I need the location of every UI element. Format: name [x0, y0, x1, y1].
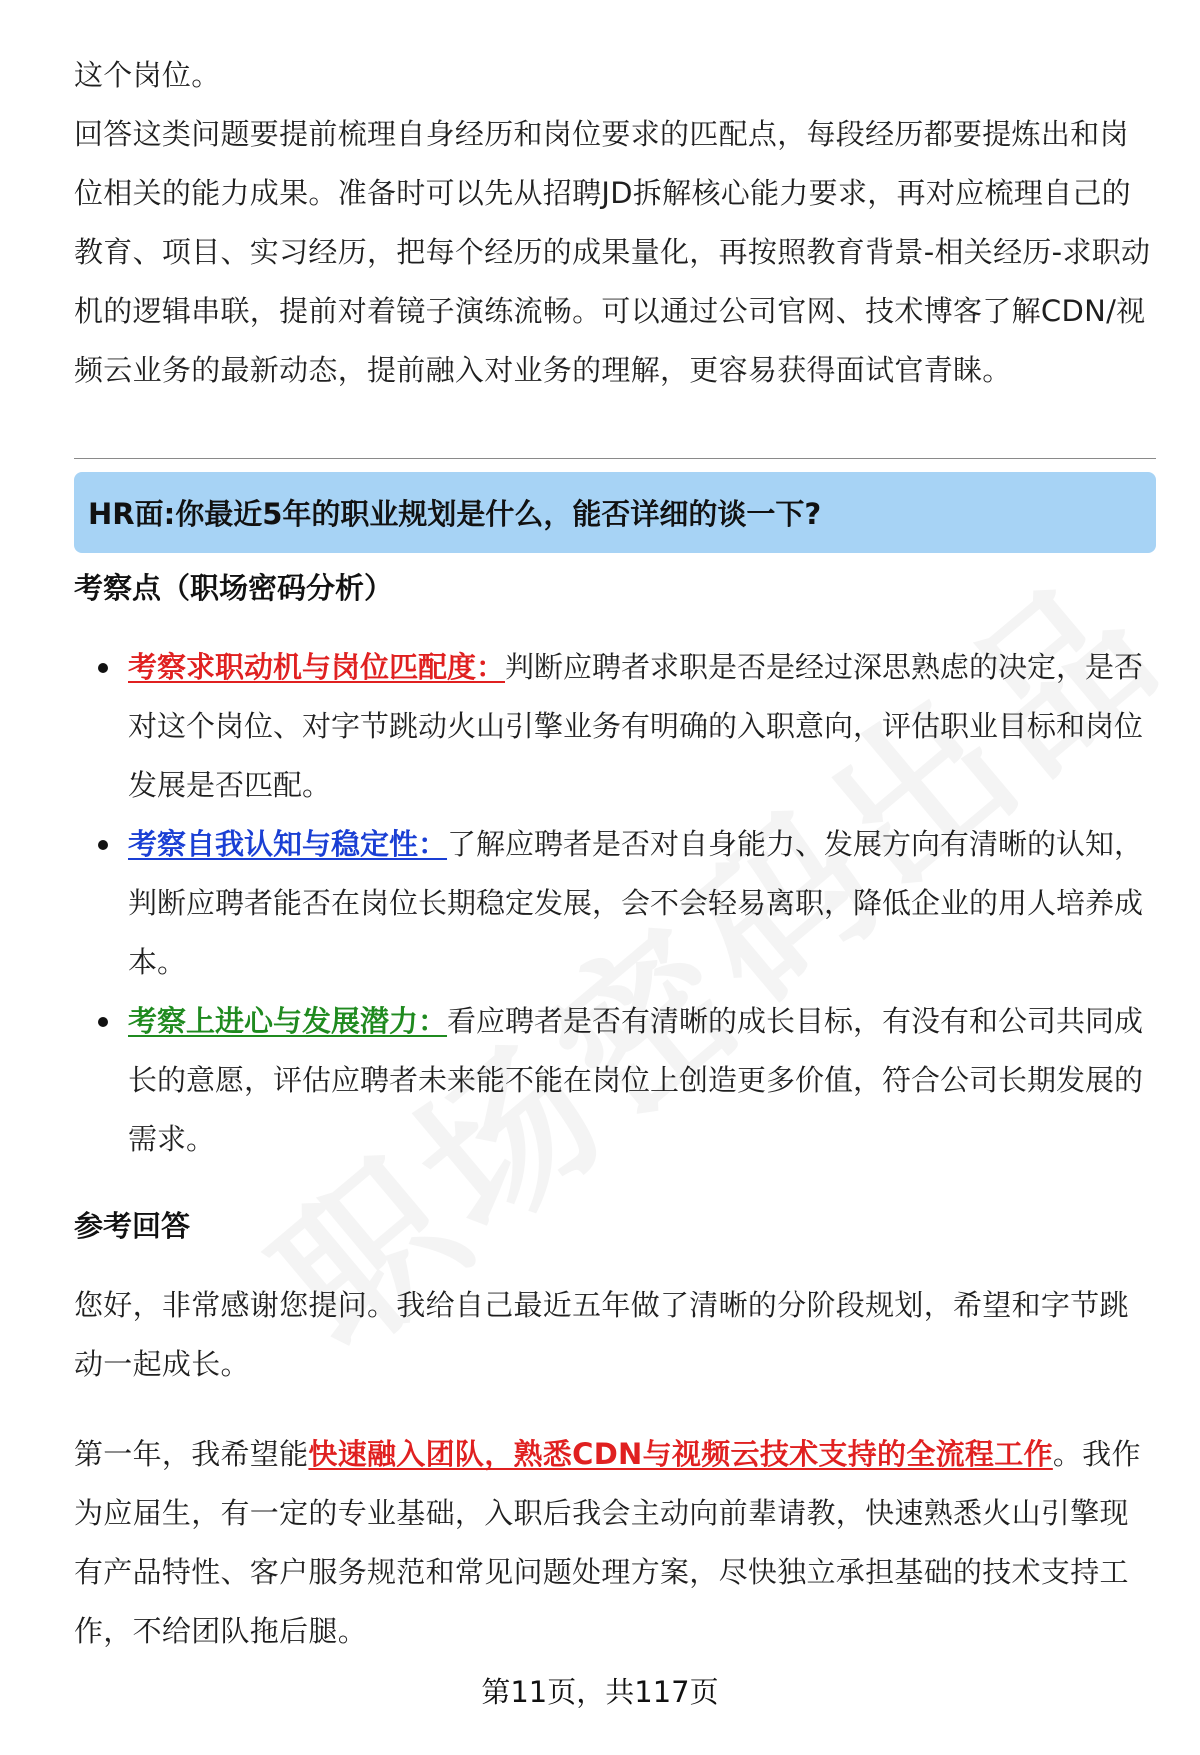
page-number: 第11页，共117页 [481, 1675, 719, 1709]
question-banner [74, 472, 1156, 553]
point-text: 判断应聘者求职是否是经过深思熟虑的决定，是否对这个岗位、对字节跳动火山引擎业务有明确的入职意向，评估职业目标和岗位发展是否匹配。 [128, 650, 1144, 802]
bullet-dot-icon [98, 663, 108, 673]
answer-paragraph-1: 您好，非常感谢您提问。我给自己最近五年做了清晰的分阶段规划，希望和字节跳动一起成长。 [74, 1288, 1129, 1381]
bullet-dot-icon [98, 840, 108, 850]
list-item [74, 638, 1156, 815]
point-keyword: 考察自我认知与稳定性： [128, 827, 448, 861]
question-text: HR面:你最近5年的职业规划是什么，能否详细的谈一下? [88, 497, 822, 531]
answer-block [74, 1276, 1156, 1661]
list-item [74, 992, 1156, 1169]
intro-paragraph: 回答这类问题要提前梳理自身经历和岗位要求的匹配点，每段经历都要提炼出和岗位相关的能力成果。准备时可以先从招聘JD拆解核心能力要求，再对应梳理自己的教育、项目、实习经历，把每个经历的成果量化，再按照教育背景-相关经历-求职动机的逻辑串联，提前对着镜子演练流畅。可以通过公司官网、技术博客了解CDN/视频云业务的最新动态，提前融入对业务的理解，更容易获得面试官青睐。 [74, 117, 1151, 387]
point-text: 看应聘者是否有清晰的成长目标，有没有和公司共同成长的意愿，评估应聘者未来能不能在岗位上创造更多价值，符合公司长期发展的需求。 [128, 1004, 1144, 1156]
answer-text-after: 。我作为应届生，有一定的专业基础，入职后我会主动向前辈请教，快速熟悉火山引擎现有产品特性、客户服务规范和常见问题处理方案，尽快独立承担基础的技术支持工作，不给团队拖后腿。 [74, 1437, 1141, 1648]
answer-highlight: 快速融入团队，熟悉CDN与视频云技术支持的全流程工作 [308, 1437, 1053, 1471]
answer-paragraph-2 [74, 1425, 1156, 1661]
section-divider [74, 458, 1156, 459]
intro-block [74, 46, 1156, 400]
list-item [74, 815, 1156, 992]
points-heading: 考察点（职场密码分析） [74, 571, 394, 605]
intro-line: 这个岗位。 [74, 58, 221, 92]
point-keyword: 考察上进心与发展潜力： [128, 1004, 448, 1038]
answer-heading: 参考回答 [74, 1209, 191, 1243]
points-list [74, 638, 1156, 1169]
point-keyword: 考察求职动机与岗位匹配度： [128, 650, 506, 684]
answer-text-before: 第一年，我希望能 [74, 1437, 309, 1471]
bullet-dot-icon [98, 1017, 108, 1027]
point-text: 了解应聘者是否对自身能力、发展方向有清晰的认知，判断应聘者能否在岗位长期稳定发展，会不会轻易离职，降低企业的用人培养成本。 [128, 827, 1144, 979]
